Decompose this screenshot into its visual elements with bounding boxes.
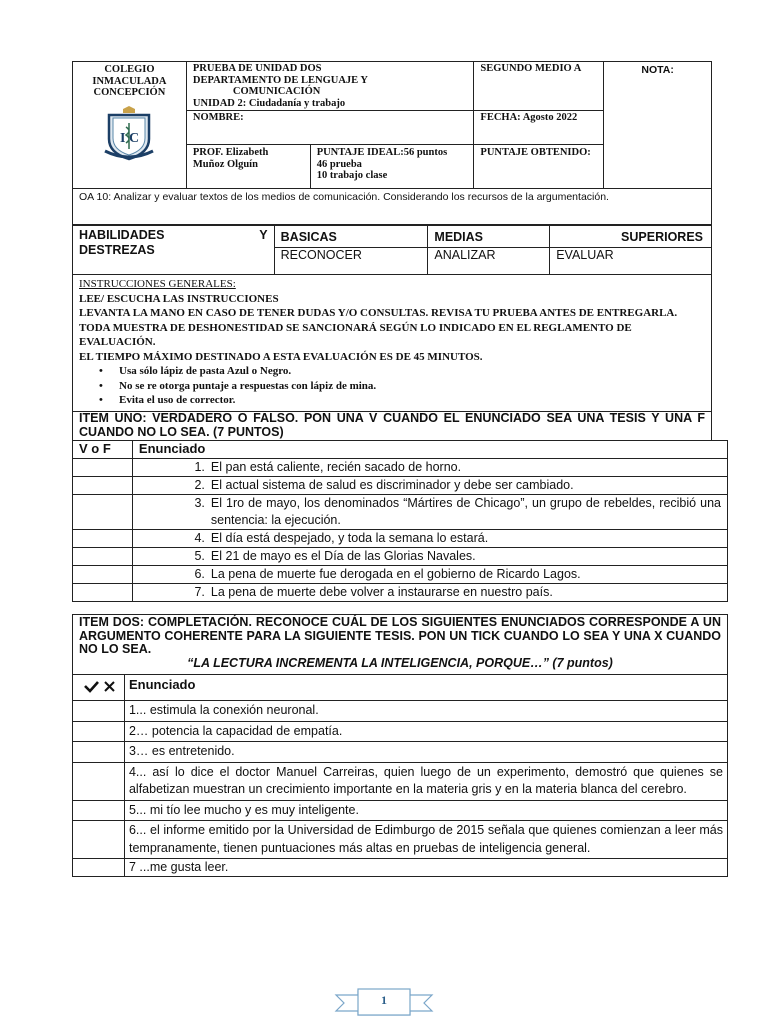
table-row xyxy=(73,721,728,742)
answer-cell[interactable] xyxy=(73,495,133,530)
row-number: 5. xyxy=(194,549,205,563)
instruction-line-3: TODA MUESTRA DE DESHONESTIDAD SE SANCIONARÁ SEGÚN LO INDICADO EN EL REGLAMENTO DE EVALUACIÓN. xyxy=(79,321,632,348)
row-text: 7 ...me gusta leer. xyxy=(124,859,727,877)
table-row xyxy=(73,477,728,495)
fecha-cell: FECHA: Agosto 2022 xyxy=(474,111,604,145)
table-row xyxy=(73,701,728,722)
instructions-box xyxy=(72,274,712,412)
instructions-title: INSTRUCCIONES GENERALES: xyxy=(79,278,236,290)
puntaje-line-1: PUNTAJE IDEAL:56 puntos xyxy=(316,147,448,158)
item2-title: ITEM DOS: COMPLETACIÓN. RECONOCE CUÁL DE LOS SIGUIENTES ENUNCIADOS CORRESPONDE A UN ARGUMENTO COHERENTE PARA LA SIGUIENTE TESIS. PON UN TICK CUANDO LO SEA Y UNA X CUANDO NO LO SEA. xyxy=(79,615,721,656)
row-text: 4... así lo dice el doctor Manuel Carreiras, quien luego de un experimento, demostró que quienes se alfabetizan muestran un crecimiento importante en la materia gris y en la materia blanca del cerebro. xyxy=(124,762,727,800)
row-number: 1. xyxy=(194,460,205,474)
medias-header: MEDIAS xyxy=(428,226,550,248)
teacher-line-1: PROF. Elizabeth xyxy=(192,147,269,158)
school-name-line-3: CONCEPCIÓN xyxy=(93,87,166,98)
table-row xyxy=(73,800,728,821)
page-number-badge xyxy=(334,985,434,1019)
instruction-line-4: EL TIEMPO MÁXIMO DESTINADO A ESTA EVALUACIÓN ES DE 45 MINUTOS. xyxy=(79,350,483,363)
row-text: El día está despejado, y toda la semana lo estará. xyxy=(210,531,489,545)
table-row xyxy=(73,821,728,859)
row-text: 2… potencia la capacidad de empatía. xyxy=(124,721,727,742)
table-row xyxy=(73,742,728,763)
answer-cell[interactable] xyxy=(73,701,125,722)
answer-cell[interactable] xyxy=(73,800,125,821)
answer-cell[interactable] xyxy=(73,721,125,742)
basicas-header: BASICAS xyxy=(274,226,428,248)
row-number: 3. xyxy=(194,496,205,510)
answer-cell[interactable] xyxy=(73,821,125,859)
evaluar-cell: EVALUAR xyxy=(550,248,712,275)
table-row xyxy=(73,530,728,548)
row-text: El pan está caliente, recién sacado de horno. xyxy=(210,460,462,474)
puntaje-ideal-cell xyxy=(310,145,474,189)
skills-y: Y xyxy=(259,228,268,242)
analizar-cell: ANALIZAR xyxy=(428,248,550,275)
school-name-line-2: INMACULADA xyxy=(92,75,167,87)
test-line-3: COMUNICACIÓN xyxy=(232,86,321,97)
row-text: El 1ro de mayo, los denominados “Mártires de Chicago”, un grupo de rebeldes, recibió una sentencia: la ejecución. xyxy=(210,496,721,527)
answer-cell[interactable] xyxy=(73,530,133,548)
enunciado-column-header: Enunciado xyxy=(132,441,727,459)
item2-table xyxy=(72,614,728,877)
table-row xyxy=(73,584,728,602)
skills-header xyxy=(73,226,275,275)
skills-table xyxy=(72,225,712,275)
answer-cell[interactable] xyxy=(73,742,125,763)
row-number: 4. xyxy=(194,531,205,545)
page-number: 1 xyxy=(381,993,387,1007)
school-name-line-1: COLEGIO xyxy=(104,64,155,75)
instruction-bullets xyxy=(119,364,705,408)
table-row xyxy=(73,548,728,566)
school-logo-icon xyxy=(99,105,159,161)
row-number: 2. xyxy=(194,478,205,492)
logo-text: I C xyxy=(120,130,140,146)
tick-x-header xyxy=(73,675,125,701)
row-text: El 21 de mayo es el Día de las Glorias Navales. xyxy=(210,549,476,563)
item1-title: ITEM UNO: VERDADERO O FALSO. PON UNA V CUANDO EL ENUNCIADO SEA UNA TESIS Y UNA F CUANDO NO LO SEA. (7 PUNTOS) xyxy=(72,411,712,440)
answer-cell[interactable] xyxy=(73,459,133,477)
superiores-header: SUPERIORES xyxy=(550,226,712,248)
row-text: La pena de muerte debe volver a instaurarse en nuestro país. xyxy=(210,585,553,599)
item2-title-cell xyxy=(73,615,728,675)
skills-label: HABILIDADES xyxy=(79,228,165,242)
answer-cell[interactable] xyxy=(73,477,133,495)
answer-cell[interactable] xyxy=(73,584,133,602)
item2-enunciado-header: Enunciado xyxy=(124,675,727,701)
row-text: 1... estimula la conexión neuronal. xyxy=(124,701,727,722)
puntaje-line-2: 46 prueba xyxy=(316,158,362,170)
bullet-item: • Evita el uso de corrector. xyxy=(119,393,705,408)
course-cell: SEGUNDO MEDIO A xyxy=(474,62,604,111)
item2-thesis: “LA LECTURA INCREMENTA LA INTELIGENCIA, PORQUE…” (7 puntos) xyxy=(187,655,613,670)
teacher-cell xyxy=(186,145,310,189)
bullet-item: • Usa sólo lápiz de pasta Azul o Negro. xyxy=(119,364,705,379)
instruction-line-1: LEE/ ESCUCHA LAS INSTRUCCIONES xyxy=(79,292,279,305)
instruction-line-2: LEVANTA LA MANO EN CASO DE TENER DUDAS Y/O CONSULTAS. REVISA TU PRUEBA ANTES DE ENTREGARLA. xyxy=(79,307,678,319)
objective-text: OA 10: Analizar y evaluar textos de los medios de comunicación. Considerando los recursos de la argumentación. xyxy=(73,189,712,225)
row-text: 5... mi tío lee mucho y es muy inteligente. xyxy=(124,800,727,821)
table-row xyxy=(73,459,728,477)
puntaje-line-3: 10 trabajo clase xyxy=(316,170,388,181)
test-line-2: DEPARTAMENTO DE LENGUAJE Y xyxy=(192,74,369,86)
row-text: El actual sistema de salud es discriminador y debe ser cambiado. xyxy=(210,478,574,492)
answer-cell[interactable] xyxy=(73,548,133,566)
reconocer-cell: RECONOCER xyxy=(274,248,428,275)
nombre-field[interactable]: NOMBRE: xyxy=(186,111,474,145)
nota-cell[interactable]: NOTA: xyxy=(604,62,712,189)
header-table xyxy=(72,61,712,225)
puntaje-obtenido-field[interactable]: PUNTAJE OBTENIDO: xyxy=(474,145,604,189)
test-line-1: PRUEBA DE UNIDAD DOS xyxy=(192,63,322,74)
row-text: La pena de muerte fue derogada en el gobierno de Ricardo Lagos. xyxy=(210,567,581,581)
table-row xyxy=(73,859,728,877)
bullet-item: • No se re otorga puntaje a respuestas con lápiz de mina. xyxy=(119,379,705,394)
vf-column-header: V o F xyxy=(73,441,133,459)
table-row xyxy=(73,566,728,584)
row-text: 3… es entretenido. xyxy=(124,742,727,763)
teacher-line-2: Muñoz Olguín xyxy=(192,158,258,170)
skills-label-2: DESTREZAS xyxy=(79,243,155,257)
answer-cell[interactable] xyxy=(73,859,125,877)
test-line-4: UNIDAD 2: Ciudadanía y trabajo xyxy=(192,97,346,109)
answer-cell[interactable] xyxy=(73,762,125,800)
row-text: 6... el informe emitido por la Universidad de Edimburgo de 2015 señala que quienes comienzan a leer más tempranamente, tienen puntuaciones más altas en pruebas de inteligencia general. xyxy=(124,821,727,859)
answer-cell[interactable] xyxy=(73,566,133,584)
row-number: 7. xyxy=(194,585,205,599)
table-row xyxy=(73,495,728,530)
school-cell xyxy=(73,62,187,189)
tick-x-icon xyxy=(83,679,119,693)
row-number: 6. xyxy=(194,567,205,581)
item1-table xyxy=(72,440,728,602)
table-row xyxy=(73,762,728,800)
test-title-cell xyxy=(186,62,474,111)
